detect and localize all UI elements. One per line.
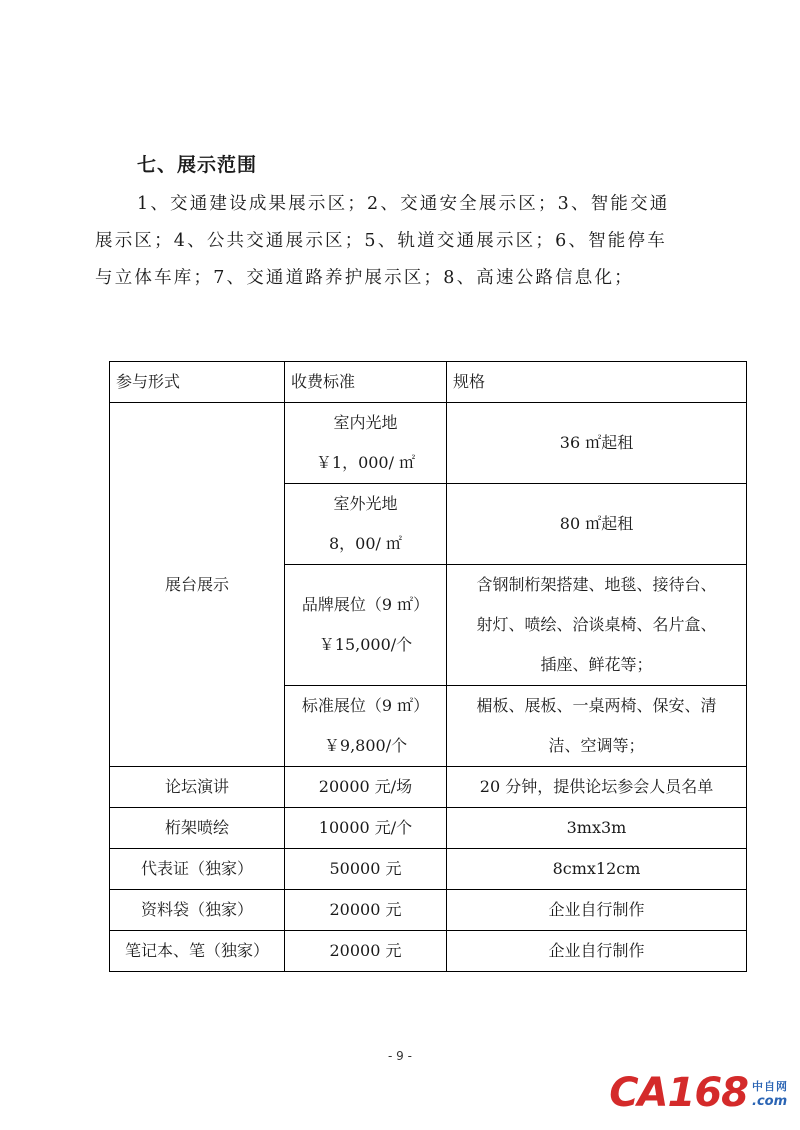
fee-cell — [285, 565, 447, 686]
table-row — [110, 767, 747, 808]
table-row — [110, 849, 747, 890]
form-cell: 笔记本、笔（独家） — [110, 931, 285, 972]
fee-line: 品牌展位（9 ㎡） — [301, 595, 430, 614]
table-row — [110, 890, 747, 931]
site-watermark — [609, 1070, 788, 1116]
fee-cell: 20000 元 — [285, 890, 447, 931]
spec-line: 36 ㎡起租 — [559, 433, 634, 452]
paragraph-line: 展示区；4、公共交通展示区；5、轨道交通展示区；6、智能停车 — [95, 231, 667, 251]
spec-line: 楣板、展板、一桌两椅、保安、清 — [476, 696, 717, 715]
fee-line: ￥1，000/ ㎡ — [315, 453, 416, 472]
spec-line: 含钢制桁架搭建、地毯、接待台、 — [476, 575, 717, 594]
table-row — [110, 403, 747, 484]
fee-cell: 10000 元/个 — [285, 808, 447, 849]
section-title: 七、展示范围 — [137, 154, 258, 176]
form-cell: 资料袋（独家） — [110, 890, 285, 931]
form-cell: 代表证（独家） — [110, 849, 285, 890]
spec-cell — [447, 565, 747, 686]
booth-form-cell: 展台展示 — [110, 403, 285, 767]
spec-cell: 3mx3m — [447, 808, 747, 849]
header-cell: 规格 — [447, 362, 747, 403]
watermark-cn: 中自网 — [752, 1079, 788, 1093]
spec-line: 80 ㎡起租 — [559, 514, 634, 533]
fee-line: 8，00/ ㎡ — [328, 534, 403, 553]
fee-cell: 20000 元 — [285, 931, 447, 972]
table-row — [110, 808, 747, 849]
watermark-domain: .com — [752, 1093, 788, 1109]
spec-cell: 企业自行制作 — [447, 931, 747, 972]
fee-line: 室内光地 — [333, 413, 398, 432]
fee-line: 标准展位（9 ㎡） — [301, 696, 430, 715]
spec-cell — [447, 686, 747, 767]
spec-line: 插座、鲜花等； — [540, 655, 653, 674]
fee-table — [109, 361, 747, 972]
spec-cell — [447, 403, 747, 484]
header-cell: 参与形式 — [110, 362, 285, 403]
fee-line: ￥15,000/个 — [318, 635, 413, 654]
fee-line: 室外光地 — [333, 494, 398, 513]
watermark-side — [752, 1078, 788, 1109]
paragraph-line: 1、交通建设成果展示区；2、交通安全展示区；3、智能交通 — [137, 194, 670, 214]
fee-cell: 20000 元/场 — [285, 767, 447, 808]
spec-line: 射灯、喷绘、洽谈桌椅、名片盒、 — [476, 615, 717, 634]
fee-line: ￥9,800/个 — [323, 736, 408, 755]
fee-cell — [285, 484, 447, 565]
paragraph-line: 与立体车库；7、交通道路养护展示区；8、高速公路信息化； — [95, 268, 634, 288]
form-cell: 桁架喷绘 — [110, 808, 285, 849]
watermark-logo: CA168 — [609, 1070, 748, 1116]
exhibition-scope-paragraph — [95, 186, 715, 297]
spec-line: 洁、空调等； — [548, 736, 645, 755]
spec-cell: 企业自行制作 — [447, 890, 747, 931]
spec-cell — [447, 484, 747, 565]
fee-cell — [285, 403, 447, 484]
spec-cell: 8cmx12cm — [447, 849, 747, 890]
page-number: - 9 - — [388, 1049, 412, 1063]
header-cell: 收费标准 — [285, 362, 447, 403]
table-header-row — [110, 362, 747, 403]
table-row — [110, 931, 747, 972]
fee-cell — [285, 686, 447, 767]
form-cell: 论坛演讲 — [110, 767, 285, 808]
spec-cell: 20 分钟，提供论坛参会人员名单 — [447, 767, 747, 808]
fee-cell: 50000 元 — [285, 849, 447, 890]
